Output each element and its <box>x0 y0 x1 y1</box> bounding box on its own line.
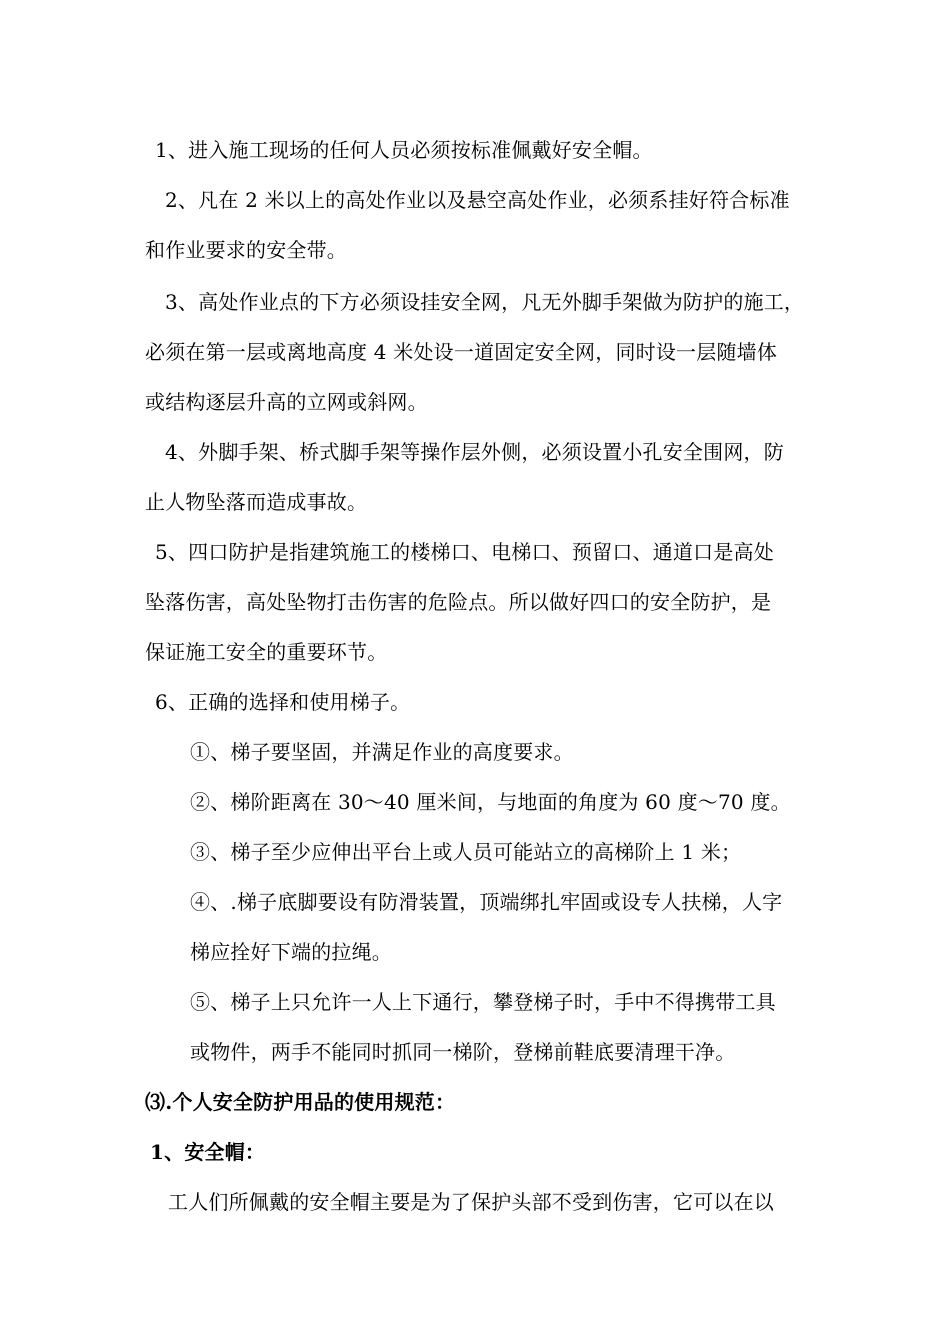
ladder-rule-5-line-2: 或物件，两手不能同时抓同一梯阶，登梯前鞋底要清理干净。 <box>190 1040 736 1064</box>
ladder-rule-5-line-1: ⑤、梯子上只允许一人上下通行，攀登梯子时，手中不得携带工具 <box>190 990 776 1014</box>
ladder-rule-4-line-1: ④、.梯子底脚要设有防滑装置，顶端绑扎牢固或设专人扶梯，人字 <box>190 890 783 914</box>
item-6-line: 6、正确的选择和使用梯子。 <box>155 690 411 714</box>
item-1-line: 1、进入施工现场的任何人员必须按标准佩戴好安全帽。 <box>155 138 653 162</box>
section-heading: ⑶.个人安全防护用品的使用规范： <box>145 1090 456 1114</box>
helmet-paragraph-line-1: 工人们所佩戴的安全帽主要是为了保护头部不受到伤害，它可以在以 <box>168 1190 774 1214</box>
ladder-rule-1: ①、梯子要坚固，并满足作业的高度要求。 <box>190 740 574 764</box>
item-4-line-2: 止人物坠落而造成事故。 <box>145 490 368 514</box>
item-5-line-3: 保证施工安全的重要环节。 <box>145 640 388 664</box>
ladder-rule-3: ③、梯子至少应伸出平台上或人员可能站立的高梯阶上 1 米； <box>190 840 742 864</box>
ladder-rule-4-line-2: 梯应拴好下端的拉绳。 <box>190 940 392 964</box>
ladder-rule-2: ②、梯阶距离在 30～40 厘米间，与地面的角度为 60 度～70 度。 <box>190 790 791 814</box>
item-2-line-1: 2、凡在 2 米以上的高处作业以及悬空高处作业，必须系挂好符合标准 <box>165 188 790 212</box>
item-4-line-1: 4、外脚手架、桥式脚手架等操作层外侧，必须设置小孔安全围网，防 <box>165 440 784 464</box>
item-2-line-2: 和作业要求的安全带。 <box>145 238 347 262</box>
item-5-line-1: 5、四口防护是指建筑施工的楼梯口、电梯口、预留口、通道口是高处 <box>155 540 774 564</box>
subheading-safety-helmet: 1、安全帽： <box>150 1140 266 1164</box>
item-3-line-1: 3、高处作业点的下方必须设挂安全网，凡无外脚手架做为防护的施工， <box>165 290 805 314</box>
item-3-line-2: 必须在第一层或离地高度 4 米处设一道固定安全网，同时设一层随墙体 <box>145 340 778 364</box>
item-5-line-2: 坠落伤害，高处坠物打击伤害的危险点。所以做好四口的安全防护，是 <box>145 590 772 614</box>
item-3-line-3: 或结构逐层升高的立网或斜网。 <box>145 390 428 414</box>
